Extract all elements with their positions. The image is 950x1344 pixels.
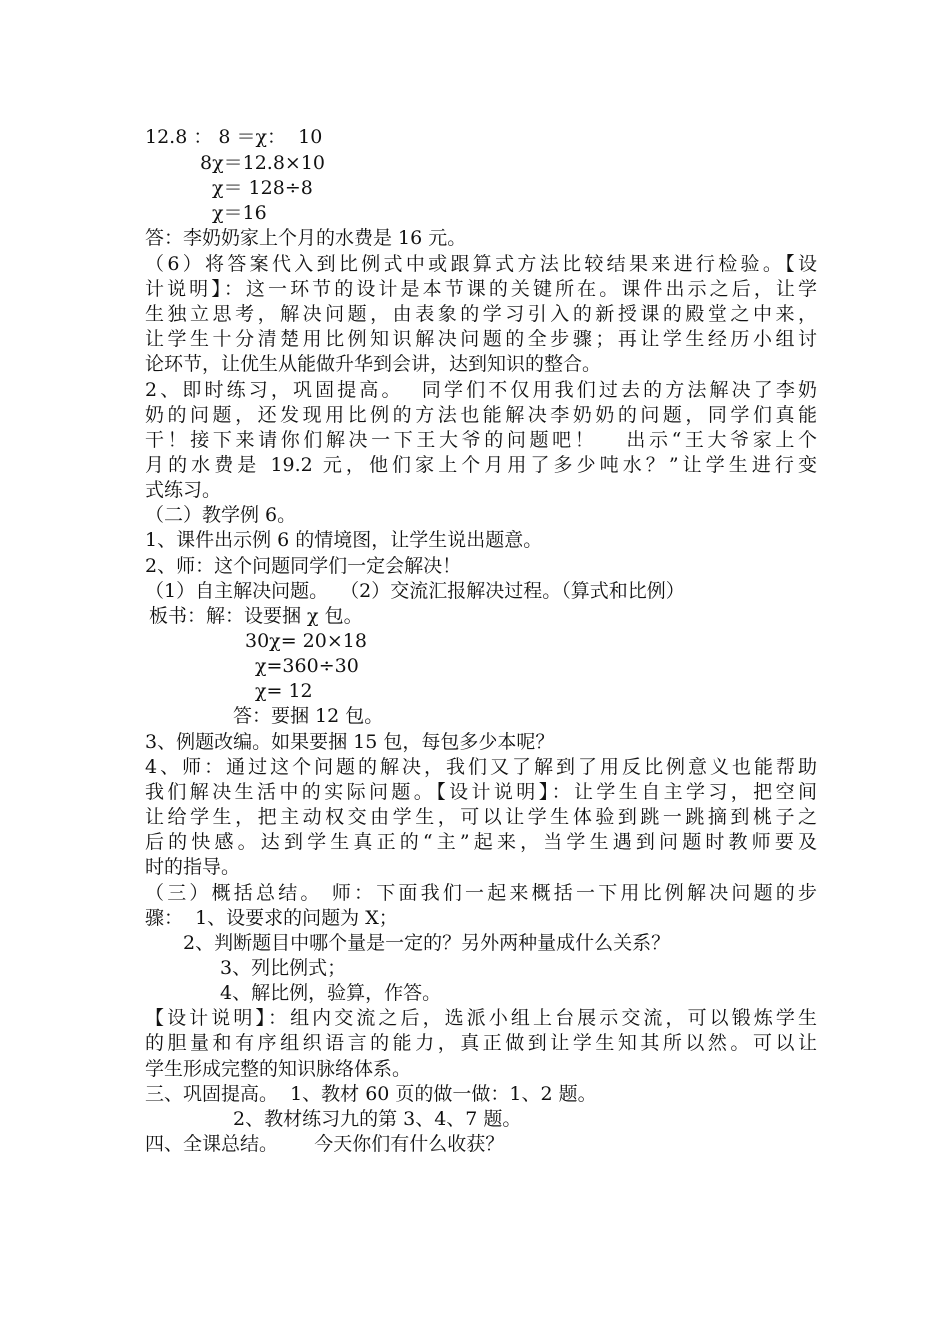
list-item: 4、解比例，验算，作答。 (220, 982, 442, 1004)
paragraph-line: 时的指导。 (145, 856, 241, 878)
paragraph-line: 计说明】：这一环节的设计是本节课的关键所在。课件出示之后，让学 (145, 278, 817, 300)
list-item: 2、判断题目中哪个量是一定的？另外两种量成什么关系？ (183, 932, 671, 954)
answer-line: 答：要捆 12 包。 (233, 705, 384, 727)
equation-line: χ＝16 (212, 202, 267, 224)
paragraph-line: 骤： 1、设要求的问题为 X； (145, 907, 398, 929)
section-heading: （二）教学例 6。 (145, 504, 297, 526)
paragraph-line: 让学生十分清楚用比例知识解决问题的全步骤；再让学生经历小组讨 (145, 328, 817, 350)
paragraph-line: 4、师：通过这个问题的解决，我们又了解到了用反比例意义也能帮助 (145, 756, 817, 778)
paragraph-line: 式练习。 (145, 479, 222, 501)
paragraph-line: （1）自主解决问题。 （2）交流汇报解决过程。（算式和比例） (145, 580, 685, 602)
equation-line: 8χ＝12.8×10 (200, 152, 326, 174)
paragraph-line: （6）将答案代入到比例式中或跟算式方法比较结果来进行检验。【设 (145, 253, 817, 275)
paragraph-line: 3、例题改编。如果要捆 15 包，每包多少本呢？ (145, 731, 555, 753)
section-heading: 三、巩固提高。 1、教材 60 页的做一做：1、2 题。 (145, 1083, 597, 1105)
paragraph-line: 1、课件出示例 6 的情境图，让学生说出题意。 (145, 529, 543, 551)
paragraph-line: 2、师：这个问题同学们一定会解决！ (145, 555, 462, 577)
paragraph-line: 干！接下来请你们解决一下王大爷的问题吧！ 出示“王大爷家上个 (145, 429, 817, 451)
equation-line: χ=360÷30 (255, 655, 359, 677)
paragraph-line: 后的快感。达到学生真正的“主”起来，当学生遇到问题时教师要及 (145, 831, 817, 853)
section-heading: （三）概括总结。 师：下面我们一起来概括一下用比例解决问题的步 (145, 882, 817, 904)
paragraph-line: 【设计说明】：组内交流之后，选派小组上台展示交流，可以锻炼学生 (145, 1007, 817, 1029)
paragraph-line: 月的水费是 19.2 元，他们家上个月用了多少吨水？”让学生进行变 (145, 454, 817, 476)
paragraph-line: 生独立思考，解决问题，由表象的学习引入的新授课的殿堂之中来， (145, 303, 817, 325)
paragraph-line: 论环节，让优生从能做升华到会讲，达到知识的整合。 (145, 353, 602, 375)
equation-line: 12.8 ： 8 ＝χ： 10 (145, 126, 323, 148)
list-item: 3、列比例式； (220, 957, 347, 979)
section-heading: 四、全课总结。 今天你们有什么收获？ (145, 1133, 505, 1155)
list-item: 2、教材练习九的第 3、4、7 题。 (233, 1108, 522, 1130)
equation-line: 30χ= 20×18 (245, 630, 367, 652)
answer-line: 答：李奶奶家上个月的水费是 16 元。 (145, 227, 467, 249)
paragraph-line: 我们解决生活中的实际问题。【设计说明】：让学生自主学习，把空间 (145, 781, 817, 803)
paragraph-line: 的胆量和有序组织语言的能力，真正做到让学生知其所以然。可以让 (145, 1032, 817, 1054)
paragraph-line: 让给学生，把主动权交由学生，可以让学生体验到跳一跳摘到桃子之 (145, 806, 817, 828)
paragraph-line: 板书：解：设要捆 χ 包。 (149, 605, 363, 627)
paragraph-line: 学生形成完整的知识脉络体系。 (145, 1058, 412, 1080)
equation-line: χ= 12 (255, 680, 313, 702)
equation-line: χ＝ 128÷8 (212, 177, 313, 199)
paragraph-line: 奶的问题，还发现用比例的方法也能解决李奶奶的问题，同学们真能 (145, 404, 817, 426)
paragraph-line: 2、即时练习，巩固提高。 同学们不仅用我们过去的方法解决了李奶 (145, 379, 817, 401)
